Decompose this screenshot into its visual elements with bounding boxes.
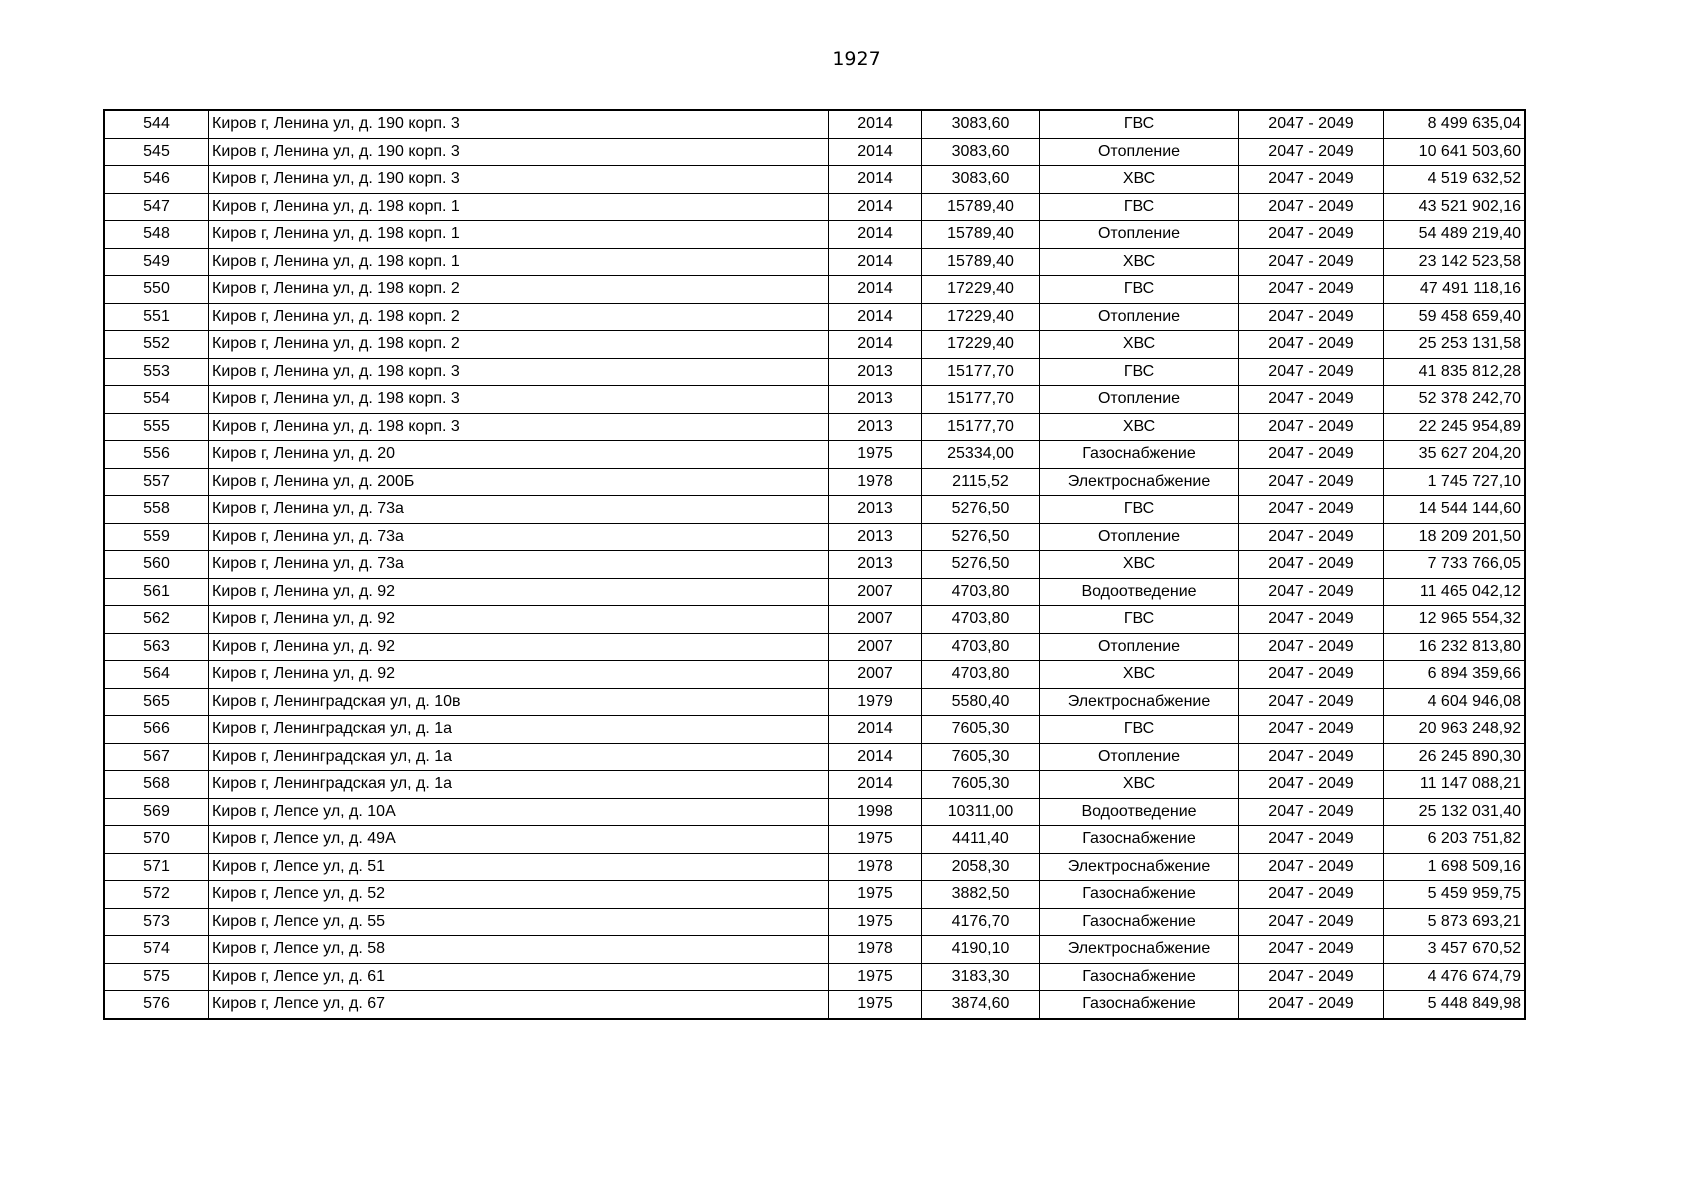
work-type-cell: Отопление — [1040, 633, 1239, 661]
address-cell: Киров г, Лепсе ул, д. 51 — [209, 853, 829, 881]
area-cell: 15177,70 — [922, 386, 1040, 414]
year-cell: 2007 — [829, 606, 922, 634]
table-row — [105, 826, 1525, 854]
period-cell: 2047 - 2049 — [1239, 578, 1384, 606]
work-type-cell: ГВС — [1040, 496, 1239, 524]
year-cell: 2007 — [829, 661, 922, 689]
table-row — [105, 276, 1525, 304]
area-cell: 3882,50 — [922, 881, 1040, 909]
table-row — [105, 606, 1525, 634]
work-type-cell: ХВС — [1040, 166, 1239, 194]
row-number-cell: 561 — [105, 578, 209, 606]
year-cell: 1978 — [829, 936, 922, 964]
year-cell: 2013 — [829, 523, 922, 551]
table-row — [105, 496, 1525, 524]
year-cell: 2014 — [829, 771, 922, 799]
row-number-cell: 554 — [105, 386, 209, 414]
row-number-cell: 573 — [105, 908, 209, 936]
address-cell: Киров г, Ленина ул, д. 73а — [209, 551, 829, 579]
cost-cell: 10 641 503,60 — [1384, 138, 1525, 166]
table-row — [105, 386, 1525, 414]
row-number-cell: 544 — [105, 111, 209, 139]
period-cell: 2047 - 2049 — [1239, 633, 1384, 661]
area-cell: 4703,80 — [922, 661, 1040, 689]
cost-cell: 18 209 201,50 — [1384, 523, 1525, 551]
row-number-cell: 563 — [105, 633, 209, 661]
row-number-cell: 551 — [105, 303, 209, 331]
work-type-cell: ГВС — [1040, 111, 1239, 139]
area-cell: 15177,70 — [922, 358, 1040, 386]
area-cell: 7605,30 — [922, 716, 1040, 744]
period-cell: 2047 - 2049 — [1239, 468, 1384, 496]
cost-cell: 47 491 118,16 — [1384, 276, 1525, 304]
cost-cell: 23 142 523,58 — [1384, 248, 1525, 276]
year-cell: 1975 — [829, 991, 922, 1019]
table-row — [105, 248, 1525, 276]
table-row — [105, 936, 1525, 964]
cost-cell: 25 132 031,40 — [1384, 798, 1525, 826]
year-cell: 1975 — [829, 881, 922, 909]
cost-cell: 14 544 144,60 — [1384, 496, 1525, 524]
address-cell: Киров г, Ленина ул, д. 198 корп. 3 — [209, 386, 829, 414]
address-cell: Киров г, Ленина ул, д. 198 корп. 2 — [209, 331, 829, 359]
work-type-cell: Отопление — [1040, 743, 1239, 771]
row-number-cell: 553 — [105, 358, 209, 386]
table-row — [105, 661, 1525, 689]
year-cell: 1979 — [829, 688, 922, 716]
row-number-cell: 550 — [105, 276, 209, 304]
cost-cell: 16 232 813,80 — [1384, 633, 1525, 661]
address-cell: Киров г, Ленина ул, д. 198 корп. 1 — [209, 193, 829, 221]
address-cell: Киров г, Ленинградская ул, д. 1а — [209, 743, 829, 771]
period-cell: 2047 - 2049 — [1239, 358, 1384, 386]
row-number-cell: 560 — [105, 551, 209, 579]
row-number-cell: 559 — [105, 523, 209, 551]
year-cell: 2014 — [829, 303, 922, 331]
period-cell: 2047 - 2049 — [1239, 853, 1384, 881]
year-cell: 2014 — [829, 193, 922, 221]
row-number-cell: 566 — [105, 716, 209, 744]
address-cell: Киров г, Ленина ул, д. 198 корп. 2 — [209, 276, 829, 304]
row-number-cell: 562 — [105, 606, 209, 634]
cost-cell: 20 963 248,92 — [1384, 716, 1525, 744]
cost-cell: 5 459 959,75 — [1384, 881, 1525, 909]
table-row — [105, 441, 1525, 469]
period-cell: 2047 - 2049 — [1239, 963, 1384, 991]
area-cell: 4703,80 — [922, 606, 1040, 634]
table-row — [105, 413, 1525, 441]
year-cell: 2007 — [829, 578, 922, 606]
year-cell: 1975 — [829, 963, 922, 991]
cost-cell: 52 378 242,70 — [1384, 386, 1525, 414]
address-cell: Киров г, Ленина ул, д. 92 — [209, 578, 829, 606]
cost-cell: 11 465 042,12 — [1384, 578, 1525, 606]
area-cell: 3874,60 — [922, 991, 1040, 1019]
area-cell: 4703,80 — [922, 633, 1040, 661]
period-cell: 2047 - 2049 — [1239, 276, 1384, 304]
work-type-cell: Электроснабжение — [1040, 936, 1239, 964]
work-type-cell: Электроснабжение — [1040, 468, 1239, 496]
period-cell: 2047 - 2049 — [1239, 248, 1384, 276]
cost-cell: 35 627 204,20 — [1384, 441, 1525, 469]
area-cell: 2115,52 — [922, 468, 1040, 496]
year-cell: 2013 — [829, 413, 922, 441]
address-cell: Киров г, Ленина ул, д. 190 корп. 3 — [209, 166, 829, 194]
work-type-cell: Газоснабжение — [1040, 441, 1239, 469]
address-cell: Киров г, Ленина ул, д. 92 — [209, 606, 829, 634]
area-cell: 5580,40 — [922, 688, 1040, 716]
address-cell: Киров г, Ленина ул, д. 190 корп. 3 — [209, 111, 829, 139]
work-type-cell: Электроснабжение — [1040, 853, 1239, 881]
work-type-cell: Газоснабжение — [1040, 908, 1239, 936]
row-number-cell: 546 — [105, 166, 209, 194]
row-number-cell: 567 — [105, 743, 209, 771]
row-number-cell: 576 — [105, 991, 209, 1019]
cost-cell: 59 458 659,40 — [1384, 303, 1525, 331]
address-cell: Киров г, Ленинградская ул, д. 10в — [209, 688, 829, 716]
work-type-cell: ГВС — [1040, 606, 1239, 634]
table-row — [105, 166, 1525, 194]
table-row — [105, 468, 1525, 496]
row-number-cell: 575 — [105, 963, 209, 991]
table-row — [105, 908, 1525, 936]
period-cell: 2047 - 2049 — [1239, 441, 1384, 469]
period-cell: 2047 - 2049 — [1239, 303, 1384, 331]
address-cell: Киров г, Лепсе ул, д. 61 — [209, 963, 829, 991]
area-cell: 3183,30 — [922, 963, 1040, 991]
year-cell: 2014 — [829, 248, 922, 276]
table-row — [105, 963, 1525, 991]
registry-body — [105, 111, 1525, 1019]
year-cell: 1978 — [829, 853, 922, 881]
address-cell: Киров г, Лепсе ул, д. 49А — [209, 826, 829, 854]
period-cell: 2047 - 2049 — [1239, 551, 1384, 579]
row-number-cell: 569 — [105, 798, 209, 826]
table-row — [105, 633, 1525, 661]
year-cell: 2014 — [829, 716, 922, 744]
row-number-cell: 547 — [105, 193, 209, 221]
row-number-cell: 555 — [105, 413, 209, 441]
address-cell: Киров г, Ленина ул, д. 92 — [209, 661, 829, 689]
cost-cell: 5 873 693,21 — [1384, 908, 1525, 936]
work-type-cell: Отопление — [1040, 386, 1239, 414]
cost-cell: 6 894 359,66 — [1384, 661, 1525, 689]
row-number-cell: 558 — [105, 496, 209, 524]
area-cell: 5276,50 — [922, 551, 1040, 579]
cost-cell: 1 745 727,10 — [1384, 468, 1525, 496]
area-cell: 4703,80 — [922, 578, 1040, 606]
row-number-cell: 549 — [105, 248, 209, 276]
period-cell: 2047 - 2049 — [1239, 386, 1384, 414]
cost-cell: 7 733 766,05 — [1384, 551, 1525, 579]
area-cell: 25334,00 — [922, 441, 1040, 469]
area-cell: 2058,30 — [922, 853, 1040, 881]
cost-cell: 25 253 131,58 — [1384, 331, 1525, 359]
cost-cell: 43 521 902,16 — [1384, 193, 1525, 221]
table-row — [105, 688, 1525, 716]
work-type-cell: Отопление — [1040, 303, 1239, 331]
work-type-cell: ГВС — [1040, 358, 1239, 386]
address-cell: Киров г, Лепсе ул, д. 67 — [209, 991, 829, 1019]
table-row — [105, 771, 1525, 799]
row-number-cell: 568 — [105, 771, 209, 799]
table-row — [105, 798, 1525, 826]
page-number: 1927 — [832, 48, 881, 70]
address-cell: Киров г, Ленинградская ул, д. 1а — [209, 771, 829, 799]
work-type-cell: Газоснабжение — [1040, 826, 1239, 854]
area-cell: 17229,40 — [922, 303, 1040, 331]
period-cell: 2047 - 2049 — [1239, 743, 1384, 771]
area-cell: 4411,40 — [922, 826, 1040, 854]
work-type-cell: ХВС — [1040, 331, 1239, 359]
period-cell: 2047 - 2049 — [1239, 936, 1384, 964]
cost-cell: 12 965 554,32 — [1384, 606, 1525, 634]
period-cell: 2047 - 2049 — [1239, 688, 1384, 716]
row-number-cell: 572 — [105, 881, 209, 909]
area-cell: 4190,10 — [922, 936, 1040, 964]
area-cell: 3083,60 — [922, 166, 1040, 194]
table-row — [105, 221, 1525, 249]
table-row — [105, 138, 1525, 166]
work-type-cell: Отопление — [1040, 138, 1239, 166]
table-row — [105, 881, 1525, 909]
address-cell: Киров г, Лепсе ул, д. 52 — [209, 881, 829, 909]
year-cell: 2013 — [829, 496, 922, 524]
year-cell: 2014 — [829, 166, 922, 194]
area-cell: 15789,40 — [922, 193, 1040, 221]
year-cell: 2013 — [829, 386, 922, 414]
period-cell: 2047 - 2049 — [1239, 193, 1384, 221]
year-cell: 2014 — [829, 276, 922, 304]
area-cell: 5276,50 — [922, 523, 1040, 551]
row-number-cell: 564 — [105, 661, 209, 689]
work-type-cell: Газоснабжение — [1040, 963, 1239, 991]
cost-cell: 5 448 849,98 — [1384, 991, 1525, 1019]
area-cell: 7605,30 — [922, 771, 1040, 799]
work-type-cell: ГВС — [1040, 716, 1239, 744]
year-cell: 2013 — [829, 551, 922, 579]
area-cell: 5276,50 — [922, 496, 1040, 524]
row-number-cell: 556 — [105, 441, 209, 469]
year-cell: 1975 — [829, 441, 922, 469]
year-cell: 2007 — [829, 633, 922, 661]
work-type-cell: Отопление — [1040, 221, 1239, 249]
table-row — [105, 853, 1525, 881]
year-cell: 2014 — [829, 138, 922, 166]
row-number-cell: 545 — [105, 138, 209, 166]
work-type-cell: ХВС — [1040, 413, 1239, 441]
cost-cell: 6 203 751,82 — [1384, 826, 1525, 854]
address-cell: Киров г, Ленина ул, д. 200Б — [209, 468, 829, 496]
table-row — [105, 111, 1525, 139]
table-row — [105, 743, 1525, 771]
address-cell: Киров г, Ленина ул, д. 198 корп. 2 — [209, 303, 829, 331]
period-cell: 2047 - 2049 — [1239, 991, 1384, 1019]
row-number-cell: 557 — [105, 468, 209, 496]
table-row — [105, 331, 1525, 359]
table-row — [105, 716, 1525, 744]
period-cell: 2047 - 2049 — [1239, 771, 1384, 799]
area-cell: 15177,70 — [922, 413, 1040, 441]
area-cell: 17229,40 — [922, 331, 1040, 359]
row-number-cell: 574 — [105, 936, 209, 964]
address-cell: Киров г, Лепсе ул, д. 58 — [209, 936, 829, 964]
cost-cell: 4 519 632,52 — [1384, 166, 1525, 194]
work-type-cell: ХВС — [1040, 248, 1239, 276]
work-type-cell: Водоотведение — [1040, 578, 1239, 606]
row-number-cell: 570 — [105, 826, 209, 854]
work-type-cell: Водоотведение — [1040, 798, 1239, 826]
row-number-cell: 548 — [105, 221, 209, 249]
address-cell: Киров г, Лепсе ул, д. 55 — [209, 908, 829, 936]
area-cell: 3083,60 — [922, 111, 1040, 139]
period-cell: 2047 - 2049 — [1239, 798, 1384, 826]
area-cell: 10311,00 — [922, 798, 1040, 826]
work-type-cell: Электроснабжение — [1040, 688, 1239, 716]
cost-cell: 8 499 635,04 — [1384, 111, 1525, 139]
year-cell: 2014 — [829, 111, 922, 139]
work-type-cell: ГВС — [1040, 193, 1239, 221]
period-cell: 2047 - 2049 — [1239, 881, 1384, 909]
cost-cell: 4 476 674,79 — [1384, 963, 1525, 991]
year-cell: 1998 — [829, 798, 922, 826]
address-cell: Киров г, Ленина ул, д. 73а — [209, 523, 829, 551]
area-cell: 15789,40 — [922, 248, 1040, 276]
address-cell: Киров г, Ленина ул, д. 198 корп. 3 — [209, 358, 829, 386]
address-cell: Киров г, Лепсе ул, д. 10А — [209, 798, 829, 826]
address-cell: Киров г, Ленина ул, д. 73а — [209, 496, 829, 524]
address-cell: Киров г, Ленина ул, д. 20 — [209, 441, 829, 469]
work-type-cell: Газоснабжение — [1040, 881, 1239, 909]
cost-cell: 3 457 670,52 — [1384, 936, 1525, 964]
period-cell: 2047 - 2049 — [1239, 908, 1384, 936]
table-row — [105, 523, 1525, 551]
address-cell: Киров г, Ленина ул, д. 190 корп. 3 — [209, 138, 829, 166]
area-cell: 7605,30 — [922, 743, 1040, 771]
period-cell: 2047 - 2049 — [1239, 166, 1384, 194]
year-cell: 1975 — [829, 826, 922, 854]
area-cell: 15789,40 — [922, 221, 1040, 249]
year-cell: 1975 — [829, 908, 922, 936]
year-cell: 2014 — [829, 743, 922, 771]
period-cell: 2047 - 2049 — [1239, 496, 1384, 524]
address-cell: Киров г, Ленина ул, д. 92 — [209, 633, 829, 661]
table-row — [105, 578, 1525, 606]
area-cell: 17229,40 — [922, 276, 1040, 304]
period-cell: 2047 - 2049 — [1239, 138, 1384, 166]
address-cell: Киров г, Ленина ул, д. 198 корп. 1 — [209, 221, 829, 249]
cost-cell: 22 245 954,89 — [1384, 413, 1525, 441]
period-cell: 2047 - 2049 — [1239, 331, 1384, 359]
row-number-cell: 571 — [105, 853, 209, 881]
table-row — [105, 358, 1525, 386]
work-type-cell: ХВС — [1040, 551, 1239, 579]
row-number-cell: 565 — [105, 688, 209, 716]
table-row — [105, 303, 1525, 331]
year-cell: 1978 — [829, 468, 922, 496]
work-type-cell: ХВС — [1040, 771, 1239, 799]
period-cell: 2047 - 2049 — [1239, 221, 1384, 249]
period-cell: 2047 - 2049 — [1239, 606, 1384, 634]
cost-cell: 54 489 219,40 — [1384, 221, 1525, 249]
work-type-cell: ХВС — [1040, 661, 1239, 689]
cost-cell: 11 147 088,21 — [1384, 771, 1525, 799]
work-type-cell: Отопление — [1040, 523, 1239, 551]
work-type-cell: Газоснабжение — [1040, 991, 1239, 1019]
year-cell: 2014 — [829, 221, 922, 249]
area-cell: 4176,70 — [922, 908, 1040, 936]
address-cell: Киров г, Ленина ул, д. 198 корп. 1 — [209, 248, 829, 276]
work-type-cell: ГВС — [1040, 276, 1239, 304]
period-cell: 2047 - 2049 — [1239, 523, 1384, 551]
cost-cell: 41 835 812,28 — [1384, 358, 1525, 386]
period-cell: 2047 - 2049 — [1239, 826, 1384, 854]
row-number-cell: 552 — [105, 331, 209, 359]
period-cell: 2047 - 2049 — [1239, 111, 1384, 139]
address-cell: Киров г, Ленинградская ул, д. 1а — [209, 716, 829, 744]
table-row — [105, 991, 1525, 1019]
period-cell: 2047 - 2049 — [1239, 661, 1384, 689]
cost-cell: 26 245 890,30 — [1384, 743, 1525, 771]
period-cell: 2047 - 2049 — [1239, 716, 1384, 744]
cost-cell: 4 604 946,08 — [1384, 688, 1525, 716]
year-cell: 2013 — [829, 358, 922, 386]
period-cell: 2047 - 2049 — [1239, 413, 1384, 441]
table-row — [105, 551, 1525, 579]
registry-table — [104, 110, 1525, 1019]
area-cell: 3083,60 — [922, 138, 1040, 166]
address-cell: Киров г, Ленина ул, д. 198 корп. 3 — [209, 413, 829, 441]
table-row — [105, 193, 1525, 221]
year-cell: 2014 — [829, 331, 922, 359]
cost-cell: 1 698 509,16 — [1384, 853, 1525, 881]
